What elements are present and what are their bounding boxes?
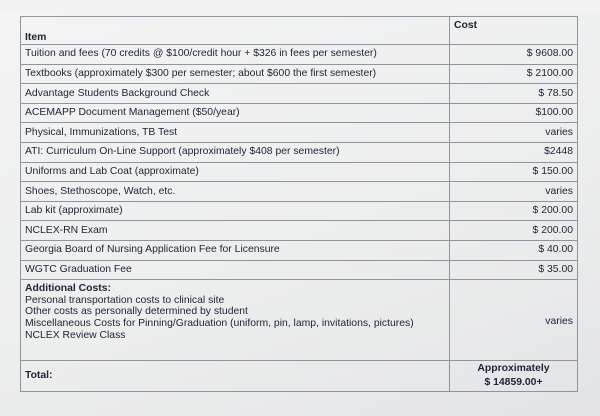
row-cost: $ 2100.00 <box>450 64 578 84</box>
total-value-line2: $ 14859.00+ <box>484 377 543 389</box>
row-cost: $100.00 <box>450 103 578 123</box>
additional-cost-line: Miscellaneous Costs for Pinning/Graduation (uniform, pin, lamp, invitations, pictures) <box>25 318 414 330</box>
row-cost: $ 40.00 <box>450 240 578 260</box>
total-value-line1: Approximately <box>477 363 550 375</box>
row-cost: $ 150.00 <box>450 162 578 182</box>
table-row <box>21 260 578 280</box>
additional-costs-row <box>21 280 578 361</box>
header-item: Item <box>21 17 450 45</box>
table-row <box>21 123 578 143</box>
table-row <box>21 64 578 84</box>
row-cost: $ 78.50 <box>450 84 578 104</box>
row-item: Advantage Students Background Check <box>21 84 450 104</box>
row-cost: $ 200.00 <box>450 201 578 221</box>
table-row <box>21 142 578 162</box>
program-cost-table <box>20 16 578 392</box>
table-row <box>21 221 578 241</box>
additional-cost-line: Personal transportation costs to clinical site <box>25 294 225 306</box>
row-item: Lab kit (approximate) <box>21 201 450 221</box>
row-item: ATI: Curriculum On-Line Support (approximately $408 per semester) <box>21 142 450 162</box>
row-item: Physical, Immunizations, TB Test <box>21 123 450 143</box>
table-row <box>21 240 578 260</box>
row-cost: $ 9608.00 <box>450 45 578 65</box>
row-cost: $2448 <box>450 142 578 162</box>
table-row <box>21 103 578 123</box>
row-item: Georgia Board of Nursing Application Fee for Licensure <box>21 240 450 260</box>
total-label: Total: <box>21 361 450 392</box>
additional-costs-value: varies <box>450 280 578 361</box>
row-cost: varies <box>450 123 578 143</box>
row-cost: $ 200.00 <box>450 221 578 241</box>
additional-cost-line: NCLEX Review Class <box>25 329 126 341</box>
row-item: WGTC Graduation Fee <box>21 260 450 280</box>
total-row <box>21 361 578 392</box>
total-value <box>450 361 578 392</box>
row-cost: varies <box>450 182 578 202</box>
table-header-row <box>21 17 578 45</box>
table-row <box>21 45 578 65</box>
row-item: Textbooks (approximately $300 per semester; about $600 the first semester) <box>21 64 450 84</box>
row-cost: $ 35.00 <box>450 260 578 280</box>
page-top-strip <box>0 0 600 12</box>
additional-costs-heading: Additional Costs: <box>25 283 112 295</box>
additional-costs-cell <box>21 280 450 361</box>
row-item: Tuition and fees (70 credits @ $100/credit hour + $326 in fees per semester) <box>21 45 450 65</box>
header-cost: Cost <box>450 17 578 45</box>
row-item: ACEMAPP Document Management ($50/year) <box>21 103 450 123</box>
row-item: NCLEX-RN Exam <box>21 221 450 241</box>
table-row <box>21 201 578 221</box>
table-row <box>21 182 578 202</box>
table-row <box>21 84 578 104</box>
table-row <box>21 162 578 182</box>
additional-cost-line: Other costs as personally determined by student <box>25 306 248 318</box>
row-item: Uniforms and Lab Coat (approximate) <box>21 162 450 182</box>
row-item: Shoes, Stethoscope, Watch, etc. <box>21 182 450 202</box>
